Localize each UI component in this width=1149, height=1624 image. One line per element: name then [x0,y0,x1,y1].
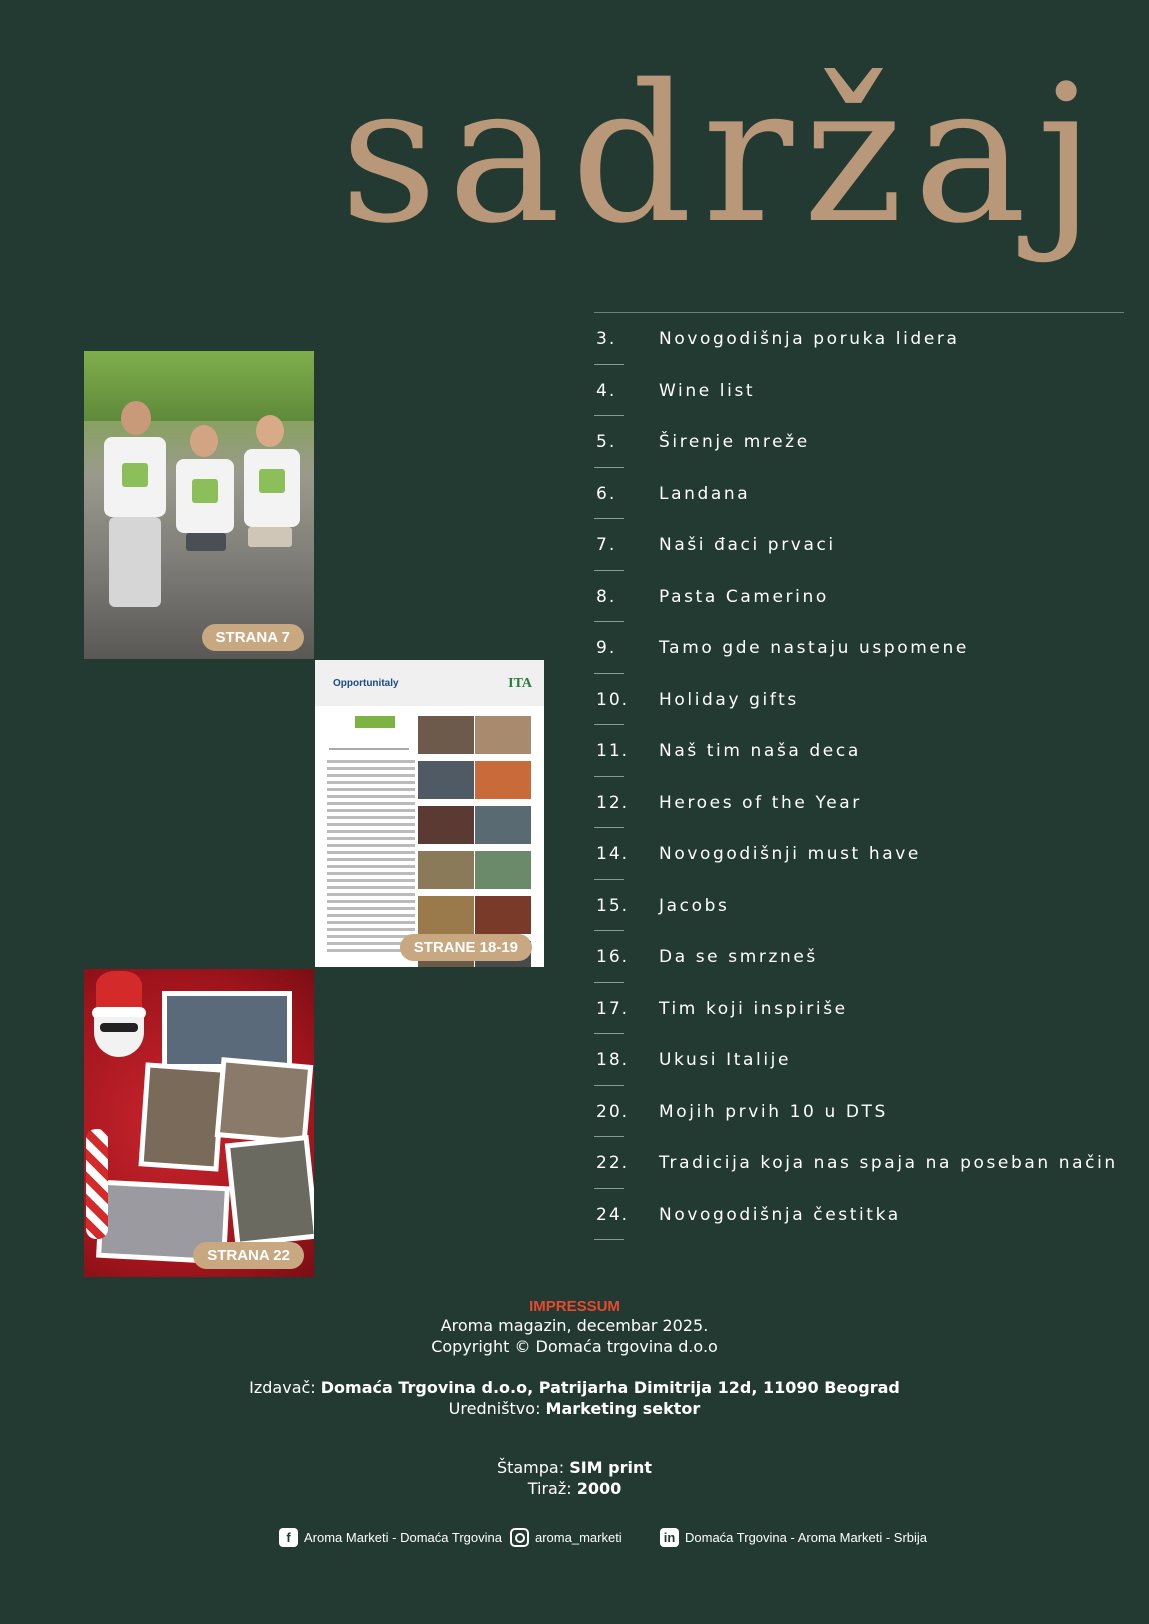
page-badge: STRANE 18-19 [400,934,532,961]
toc-title: Širenje mreže [659,432,810,452]
toc-entry[interactable] [594,622,1124,674]
linkedin-link[interactable]: in Domaća Trgovina - Aroma Marketi - Srbija [660,1528,927,1547]
toc-title: Jacobs [659,895,730,916]
toc-entry[interactable] [594,313,1124,365]
toc-entry[interactable] [594,674,1124,726]
toc-title: Naši đaci prvaci [659,535,836,555]
toc-title: Da se smrzneš [659,947,818,967]
toc-title: Novogodišnji must have [659,844,921,864]
toc-entry[interactable] [594,519,1124,571]
toc-entry[interactable] [594,1189,1124,1241]
toc-entry[interactable] [594,1086,1124,1138]
toc-page-number: 9. [596,638,617,658]
toc-page-number: 20. [596,1101,630,1122]
toc-entry[interactable] [594,828,1124,880]
toc-page-number: 7. [596,535,617,555]
publisher-line: Izdavač: Domaća Trgovina d.o.o, Patrijarha Dimitrija 12d, 11090 Beograd [249,1378,900,1397]
page-badge: STRANA 22 [193,1242,304,1269]
ita-logo: ITA [508,676,532,691]
toc-page-number: 14. [596,844,630,864]
toc-page-number: 12. [596,792,630,813]
toc-page-number: 22. [596,1153,630,1173]
toc-title: Tradicija koja nas spaja na poseban način [659,1153,1118,1173]
toc-page-number: 18. [596,1050,630,1070]
toc-entry[interactable] [594,777,1124,829]
page-title: sadržaj [340,44,1106,265]
toc-title: Tim koji inspiriše [659,998,848,1019]
toc-page-number: 15. [596,895,630,916]
toc-page-number: 3. [596,329,617,349]
print-line: Štampa: SIM print [496,1458,653,1477]
photo-first-graders [84,351,314,659]
toc-title: Novogodišnja poruka lidera [659,329,960,349]
toc-entry[interactable] [594,931,1124,983]
instagram-link[interactable]: aroma_marketi [510,1528,622,1547]
toc-page-number: 10. [596,689,630,710]
toc-page-number: 17. [596,998,630,1019]
impressum-line1: Aroma magazin, decembar 2025. [440,1316,709,1335]
toc-title: Pasta Camerino [659,586,829,607]
linkedin-icon: in [660,1528,679,1547]
toc-entry[interactable] [594,725,1124,777]
photo-article-preview [315,660,544,967]
toc-page-number: 8. [596,586,617,607]
toc-title: Novogodišnja čestitka [659,1204,901,1225]
toc-title: Holiday gifts [659,689,799,710]
toc-entry[interactable] [594,571,1124,623]
toc-title: Mojih prvih 10 u DTS [659,1101,888,1122]
toc-page-number: 5. [596,432,617,452]
instagram-icon [510,1528,529,1547]
toc-page-number: 24. [596,1204,630,1225]
photo-holiday-collage [84,969,314,1277]
toc-title: Wine list [659,380,756,401]
facebook-link[interactable]: f Aroma Marketi - Domaća Trgovina [279,1528,502,1547]
opportunitaly-logo: Opportunitaly [333,678,399,689]
impressum [0,1298,1149,1499]
toc-page-number: 16. [596,947,630,967]
impressum-line2: Copyright © Domaća trgovina d.o.o [431,1337,718,1356]
toc-entry[interactable] [594,983,1124,1035]
table-of-contents [594,312,1124,1240]
toc-entry[interactable] [594,1034,1124,1086]
toc-title: Tamo gde nastaju uspomene [659,638,969,658]
toc-entry[interactable] [594,1137,1124,1189]
circulation-line: Tiraž: 2000 [527,1479,622,1498]
toc-entry[interactable] [594,365,1124,417]
toc-title: Naš tim naša deca [659,741,861,761]
toc-page-number: 11. [596,741,630,761]
facebook-icon: f [279,1528,298,1547]
toc-entry[interactable] [594,468,1124,520]
toc-entry[interactable] [594,416,1124,468]
toc-title: Heroes of the Year [659,792,862,813]
editorial-line: Uredništvo: Marketing sektor [448,1399,701,1418]
toc-page-number: 6. [596,483,617,504]
toc-title: Ukusi Italije [659,1050,792,1070]
toc-title: Landana [659,483,751,504]
toc-entry[interactable] [594,880,1124,932]
page-badge: STRANA 7 [202,624,304,651]
toc-page-number: 4. [596,380,617,401]
impressum-heading: IMPRESSUM [529,1298,620,1315]
